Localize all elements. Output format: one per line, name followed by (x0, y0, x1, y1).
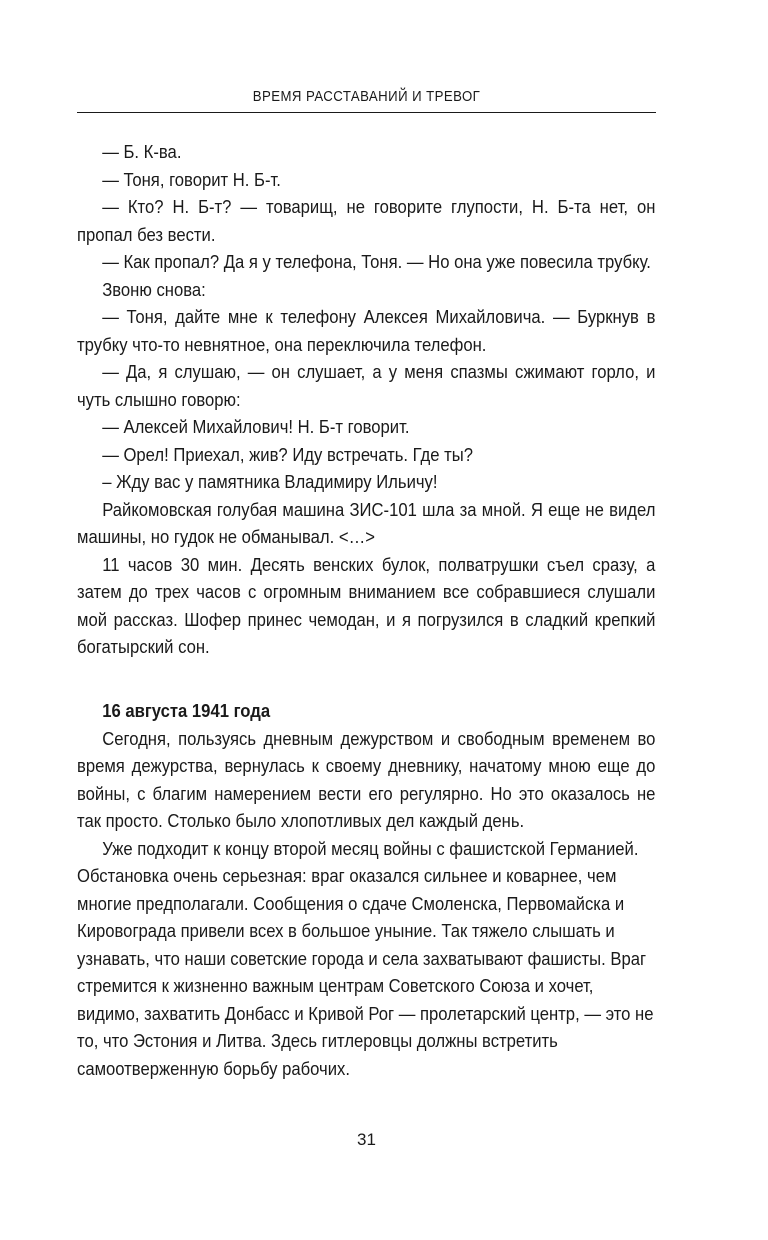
paragraph: — Кто? Н. Б-т? — товарищ, не говорите глупости, Н. Б-та нет, он пропал без вести. (77, 196, 656, 245)
paragraph: Звоню снова: (102, 278, 206, 300)
paragraph: Сегодня, пользуясь дневным дежурством и свободным временем во время дежурства, вернулась к своему дневнику, начатому мною еще до войны, с благим намерением вести его регулярно. Но это оказалось не так просто. Столько было хлопотливых дел каждый день. (77, 727, 656, 831)
section-heading: 16 августа 1941 года (102, 699, 271, 721)
body-text (77, 138, 656, 1082)
page-number: 31 (357, 1130, 376, 1149)
paragraph: Уже подходит к концу второй месяц войны с фашистской Германией. Обстановка очень серьезная: враг оказался сильнее и коварнее, чем многие предполагали. Сообщения о сдаче Смоленска, Первомайска и Кировограда привели всех в большое уныние. Так тяжело слышать и узнавать, что наши советские города и села захватывают фашисты. Враг стремится к жизненно важным центрам Советского Союза и хочет, видимо, захватить Донбасс и Кривой Рог — пролетарский центр, — это не то, что Эстония и Литва. Здесь гитлеровцы должны встретить самоотверженную борьбу рабочих. (77, 837, 654, 1079)
paragraph: 11 часов 30 мин. Десять венских булок, полватрушки съел сразу, а затем до трех часов с огромным вниманием все собравшиеся слушали мой рассказ. Шофер принес чемодан, и я погрузился в сладкий крепкий богатырский сон. (77, 553, 656, 657)
header-rule (77, 112, 656, 113)
paragraph: — Тоня, дайте мне к телефону Алексея Михайловича. — Буркнув в трубку что-то невнятное, она переключила телефон. (77, 306, 656, 355)
running-head: ВРЕМЯ РАССТАВАНИЙ И ТРЕВОГ (252, 88, 481, 105)
paragraph: — Как пропал? Да я у телефона, Тоня. — Но она уже повесила трубку. (102, 251, 651, 272)
paragraph: — Орел! Приехал, жив? Иду встречать. Где ты? (102, 443, 474, 465)
paragraph: – Жду вас у памятника Владимиру Ильичу! (102, 471, 438, 492)
paragraph: — Б. К-ва. (102, 141, 182, 162)
paragraph: — Да, я слушаю, — он слушает, а у меня спазмы сжимают горло, и чуть слышно говорю: (77, 361, 656, 410)
paragraph: — Тоня, говорит Н. Б-т. (102, 168, 281, 190)
paragraph: Райкомовская голубая машина ЗИС-101 шла за мной. Я еще не видел машины, но гудок не обманывал. <…> (77, 498, 656, 547)
paragraph: — Алексей Михайлович! Н. Б-т говорит. (102, 416, 410, 437)
